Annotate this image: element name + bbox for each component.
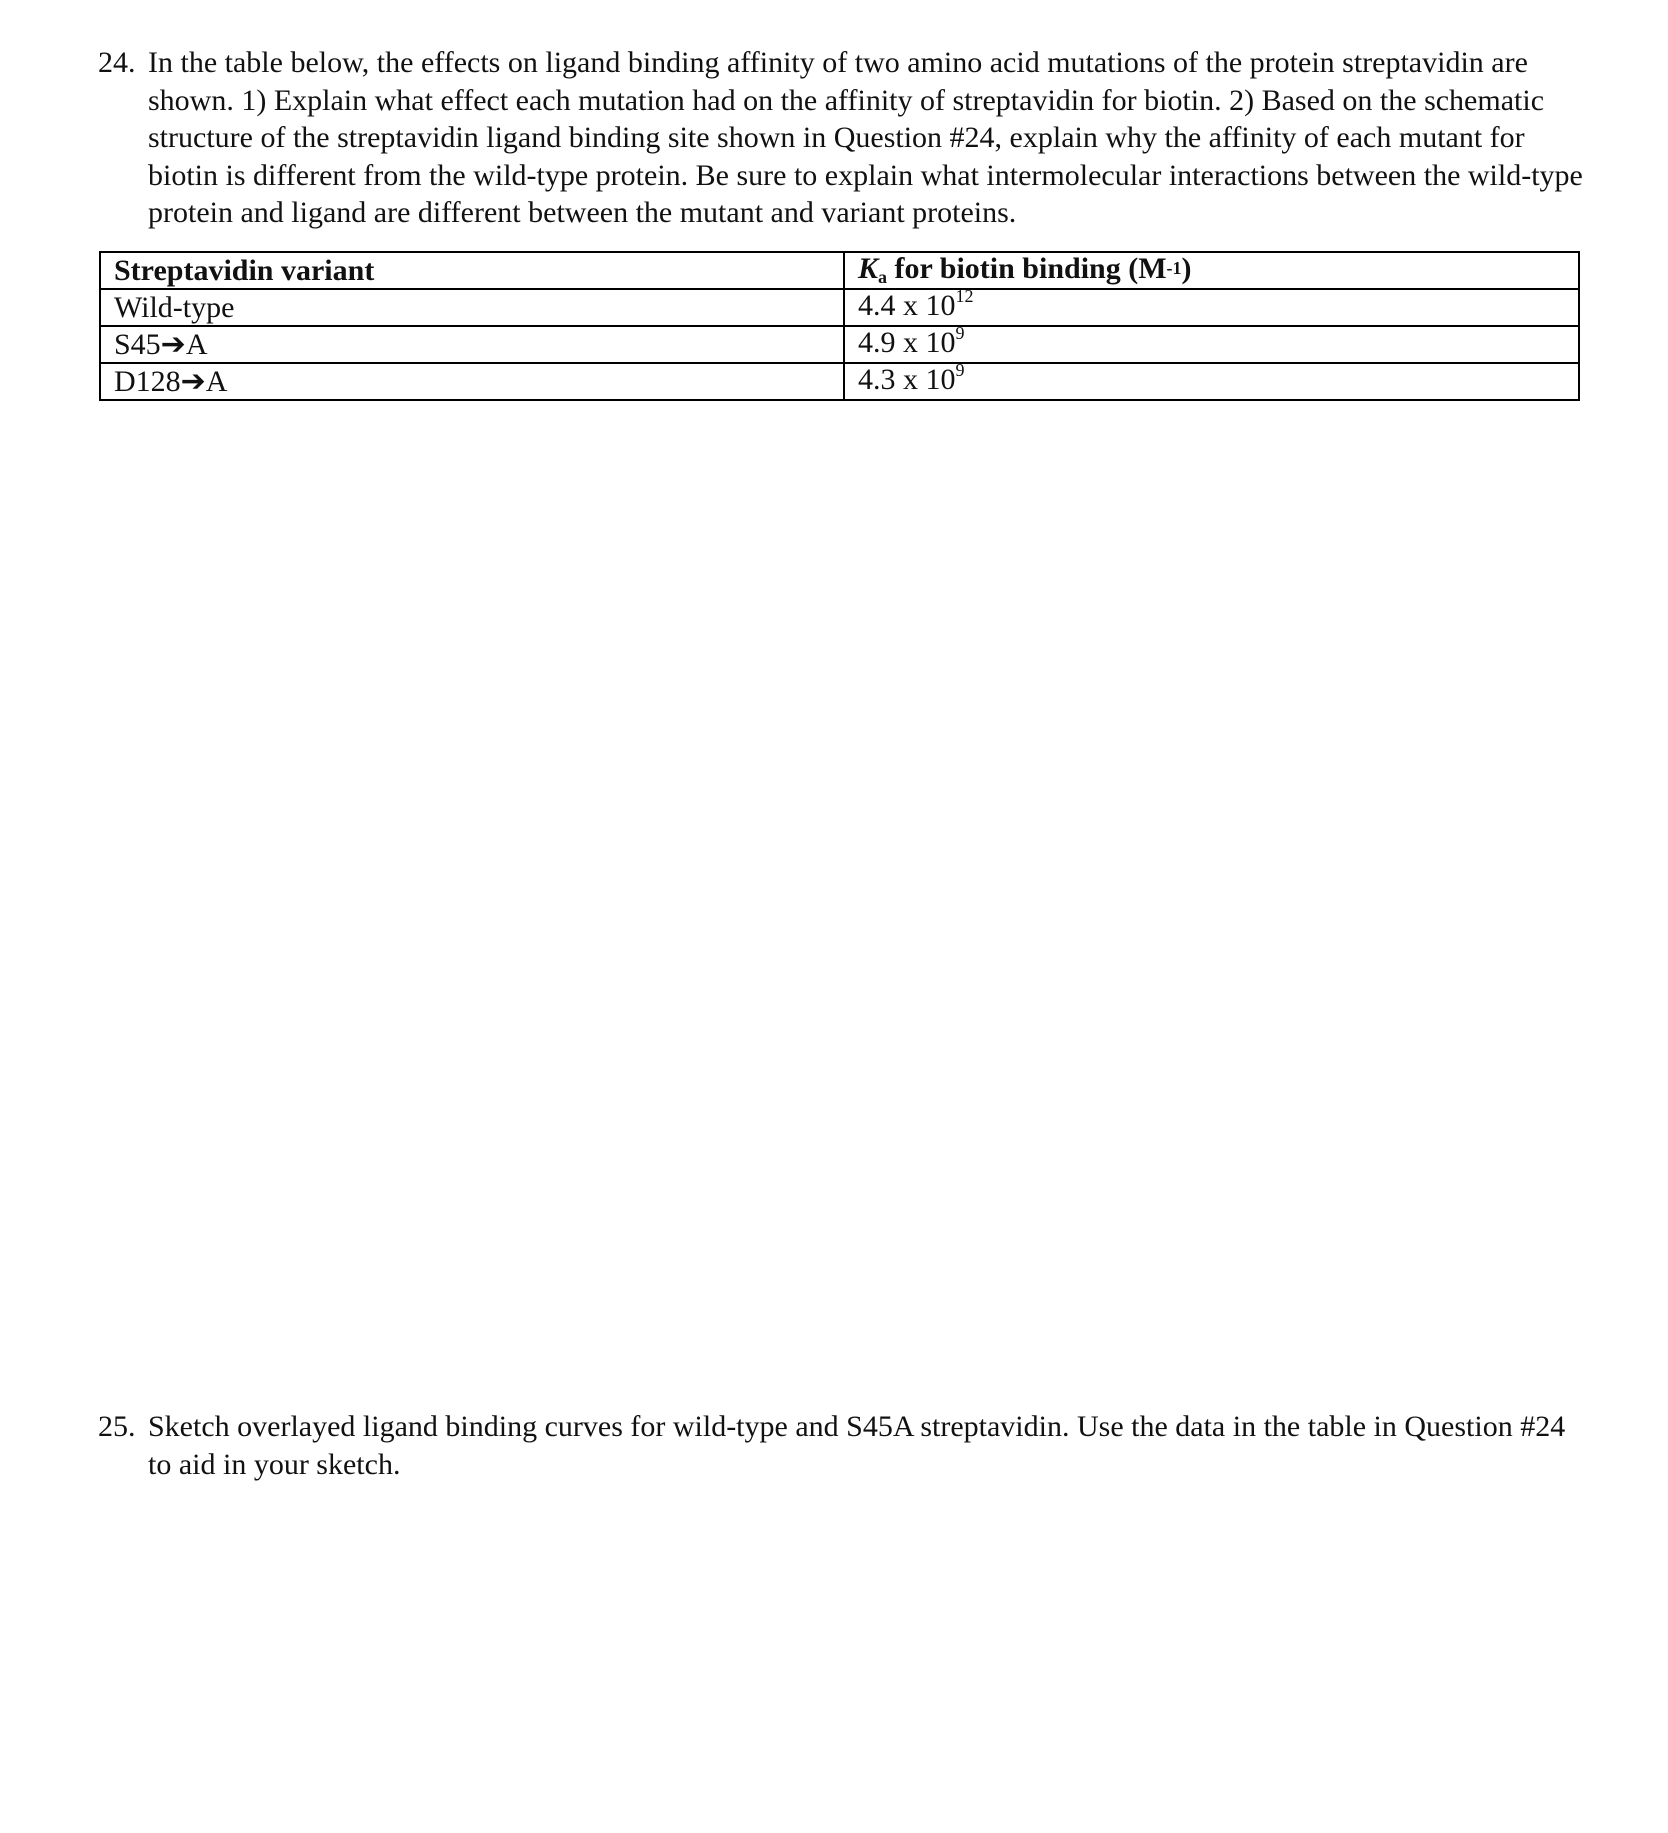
ka-cell bbox=[844, 360, 1579, 400]
question-number: 24. bbox=[98, 46, 136, 79]
table-header-row bbox=[100, 252, 1579, 289]
question-text: In the table below, the effects on ligand binding affinity of two amino acid mutations of the protein streptavidin are shown. 1) Explain what effect each mutation had on the affinity of streptavidin for biotin. 2) Based on the schematic structure of the streptavidin ligand binding site shown in Question #24, explain why the affinity of each mutant for biotin is different from the wild-type protein. Be sure to explain what intermolecular interactions between the wild-type protein and ligand are different between the mutant and variant proteins. bbox=[148, 46, 1583, 229]
header-variant: Streptavidin variant bbox=[100, 252, 844, 289]
ka-header-close: ) bbox=[1181, 252, 1192, 285]
variant-cell: Wild-type bbox=[100, 289, 844, 326]
question-25 bbox=[98, 1408, 1590, 1483]
table-row bbox=[100, 289, 1579, 326]
ka-subscript: a bbox=[878, 267, 888, 287]
table-row bbox=[100, 326, 1579, 363]
question-text: Sketch overlayed ligand binding curves for wild-type and S45A streptavidin. Use the data in the table in Question #24 to aid in your sketch. bbox=[148, 1410, 1566, 1481]
variant-cell: S45➔A bbox=[100, 326, 844, 363]
ka-symbol: K bbox=[858, 252, 879, 285]
variant-cell: D128➔A bbox=[100, 363, 844, 400]
question-number: 25. bbox=[98, 1410, 136, 1443]
table-row bbox=[100, 363, 1579, 400]
header-ka bbox=[844, 252, 1579, 289]
ka-mantissa: 4.3 x 10 bbox=[858, 363, 956, 396]
ka-exponent: 9 bbox=[955, 323, 965, 343]
ka-exponent: 9 bbox=[955, 360, 965, 380]
question-24 bbox=[98, 44, 1590, 232]
binding-affinity-table bbox=[99, 251, 1580, 401]
ka-cell bbox=[844, 323, 1579, 363]
ka-cell bbox=[844, 286, 1579, 326]
ka-mantissa: 4.9 x 10 bbox=[858, 326, 956, 359]
ka-exponent: 12 bbox=[955, 286, 974, 306]
ka-header-exponent: -1 bbox=[1166, 258, 1182, 278]
ka-header-text: for biotin binding (M bbox=[887, 252, 1167, 285]
ka-mantissa: 4.4 x 10 bbox=[858, 289, 956, 322]
